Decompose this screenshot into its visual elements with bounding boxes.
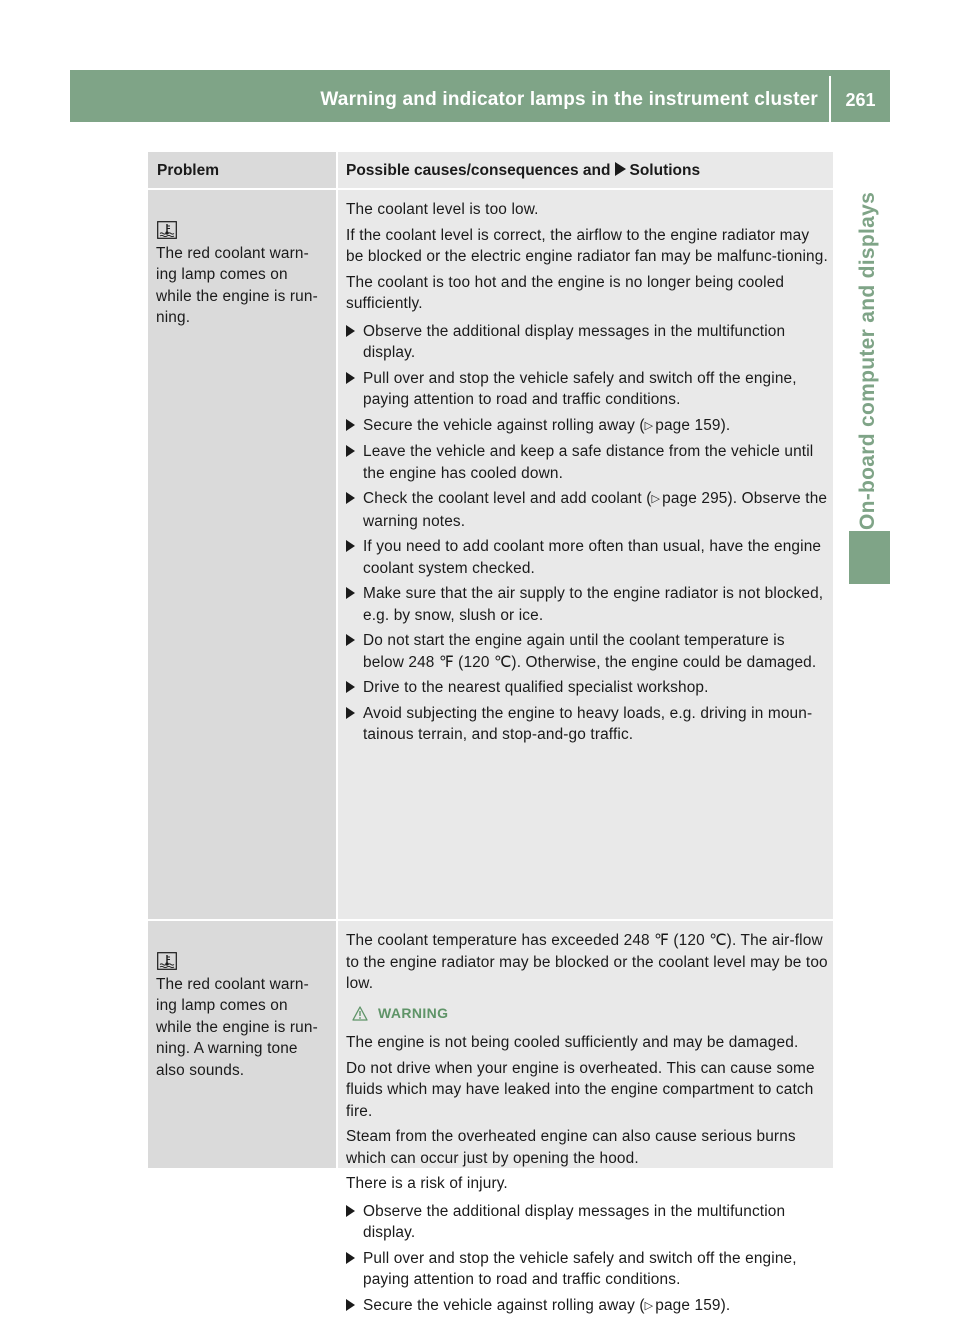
column-header-problem: Problem — [157, 162, 220, 179]
action-arrow-icon — [346, 325, 355, 337]
cause-text: If the coolant level is correct, the airflow to the engine radiator may be blocked or the electric engine radiator fan may be malfunc-tioning. — [346, 226, 828, 265]
warning-text: Steam from the overheated engine can also cause serious burns which can occur just by opening the hood. — [346, 1128, 796, 1167]
step-item — [346, 630, 829, 673]
step-item — [346, 1248, 829, 1291]
step-item — [346, 1201, 829, 1244]
column-header-solutions — [346, 162, 700, 180]
action-arrow-icon — [346, 681, 355, 693]
step-item — [346, 583, 829, 626]
chapter-tab-label: On-board computer and displays — [856, 191, 879, 530]
warning-label: WARNING — [378, 1004, 449, 1021]
step-item — [346, 677, 829, 699]
section-title: Warning and indicator lamps in the instrument cluster — [320, 89, 818, 110]
step-item — [346, 441, 829, 484]
solution-cell — [338, 921, 833, 1314]
column-header-solutions-prefix: Possible causes/consequences and — [346, 162, 611, 179]
warning-triangle-icon — [352, 1006, 368, 1021]
coolant-temperature-icon — [157, 221, 177, 239]
page-header — [70, 70, 890, 122]
warning-text: Do not drive when your engine is overheated. This can cause some fluids which may have leaked into the engine compartment to catch fire. — [346, 1059, 815, 1120]
action-arrow-icon — [346, 707, 355, 719]
arrow-icon — [615, 162, 626, 176]
warning-text: The engine is not being cooled sufficiently and may be damaged. — [346, 1034, 799, 1051]
coolant-temperature-icon — [157, 952, 177, 970]
action-arrow-icon — [346, 1205, 355, 1217]
page-reference-icon: ▷ — [651, 493, 661, 505]
solution-cell — [338, 190, 833, 919]
step-text: Leave the vehicle and keep a safe distance from the vehicle until the engine has cooled down. — [363, 443, 814, 482]
page-reference-icon: ▷ — [644, 419, 654, 432]
step-text: If you need to add coolant more often than usual, have the engine coolant system checked. — [363, 538, 822, 577]
step-text: Secure the vehicle against rolling away ( — [363, 1296, 645, 1314]
problem-cell — [148, 921, 336, 1168]
cause-text: The coolant level is too low. — [346, 201, 539, 218]
column-header-solutions-suffix: Solutions — [629, 162, 701, 179]
action-arrow-icon — [346, 540, 355, 552]
step-text: Observe the additional display messages in the multifunction display. — [363, 1202, 786, 1241]
step-text: Observe the additional display messages in the multifunction display. — [363, 322, 786, 361]
problem-cell — [148, 190, 336, 919]
page-number: 261 — [845, 90, 876, 110]
action-arrow-icon — [346, 372, 355, 384]
step-text: Check the coolant level and add coolant ( — [363, 490, 652, 507]
warning-heading — [352, 1003, 829, 1025]
step-text: Do not start the engine again until the coolant temperature is below 248 ℉ (120 ℃). Otherwise, the engine could be damaged. — [363, 632, 817, 671]
action-arrow-icon — [346, 634, 355, 646]
action-arrow-icon — [346, 1299, 355, 1311]
action-arrow-icon — [346, 419, 355, 431]
cause-text: The coolant temperature has exceeded 248 ℉ (120 ℃). The air-flow to the engine radiator may be blocked or the coolant level may be too low. — [346, 932, 828, 992]
action-arrow-icon — [346, 587, 355, 599]
action-arrow-icon — [346, 492, 355, 504]
step-text: Make sure that the air supply to the engine radiator is not blocked, e.g. by snow, slush or ice. — [363, 585, 824, 624]
step-text: Pull over and stop the vehicle safely and switch off the engine, paying attention to road and traffic conditions. — [363, 1249, 797, 1288]
step-item — [346, 415, 829, 438]
step-item — [346, 488, 829, 532]
problem-text: The red coolant warn- ing lamp comes on while the engine is run- ning. — [156, 244, 318, 326]
step-text: Avoid subjecting the engine to heavy loads, e.g. driving in moun-tainous terrain, and stop-and-go traffic. — [363, 704, 813, 743]
chapter-marker — [849, 531, 890, 584]
chapter-tab — [840, 130, 890, 530]
step-item — [346, 536, 829, 579]
step-text: Drive to the nearest qualified specialist workshop. — [363, 679, 709, 696]
warning-text: There is a risk of injury. — [346, 1175, 508, 1192]
action-arrow-icon — [346, 1252, 355, 1264]
step-item — [346, 368, 829, 411]
problem-text: The red coolant warn- ing lamp comes on while the engine is run- ning. A warning tone also sounds. — [156, 975, 318, 1079]
page-reference-link[interactable]: page 295). Observe the warning notes. — [363, 490, 828, 530]
problem-solution-table — [148, 152, 833, 1314]
header-cell-solutions — [338, 152, 833, 188]
cause-text: The coolant is too hot and the engine is no longer being cooled sufficiently. — [346, 273, 785, 312]
page-reference-icon: ▷ — [644, 1299, 654, 1312]
step-item — [346, 321, 829, 364]
step-text: Secure the vehicle against rolling away ( — [363, 416, 645, 434]
page-reference-link[interactable]: page 159). — [655, 1296, 731, 1314]
step-item — [346, 703, 829, 746]
step-item — [346, 1295, 829, 1318]
action-arrow-icon — [346, 445, 355, 457]
page-reference-link[interactable]: page 159). — [655, 416, 731, 434]
header-cell-problem — [148, 152, 336, 188]
step-text: Pull over and stop the vehicle safely and switch off the engine, paying attention to road and traffic conditions. — [363, 369, 797, 408]
